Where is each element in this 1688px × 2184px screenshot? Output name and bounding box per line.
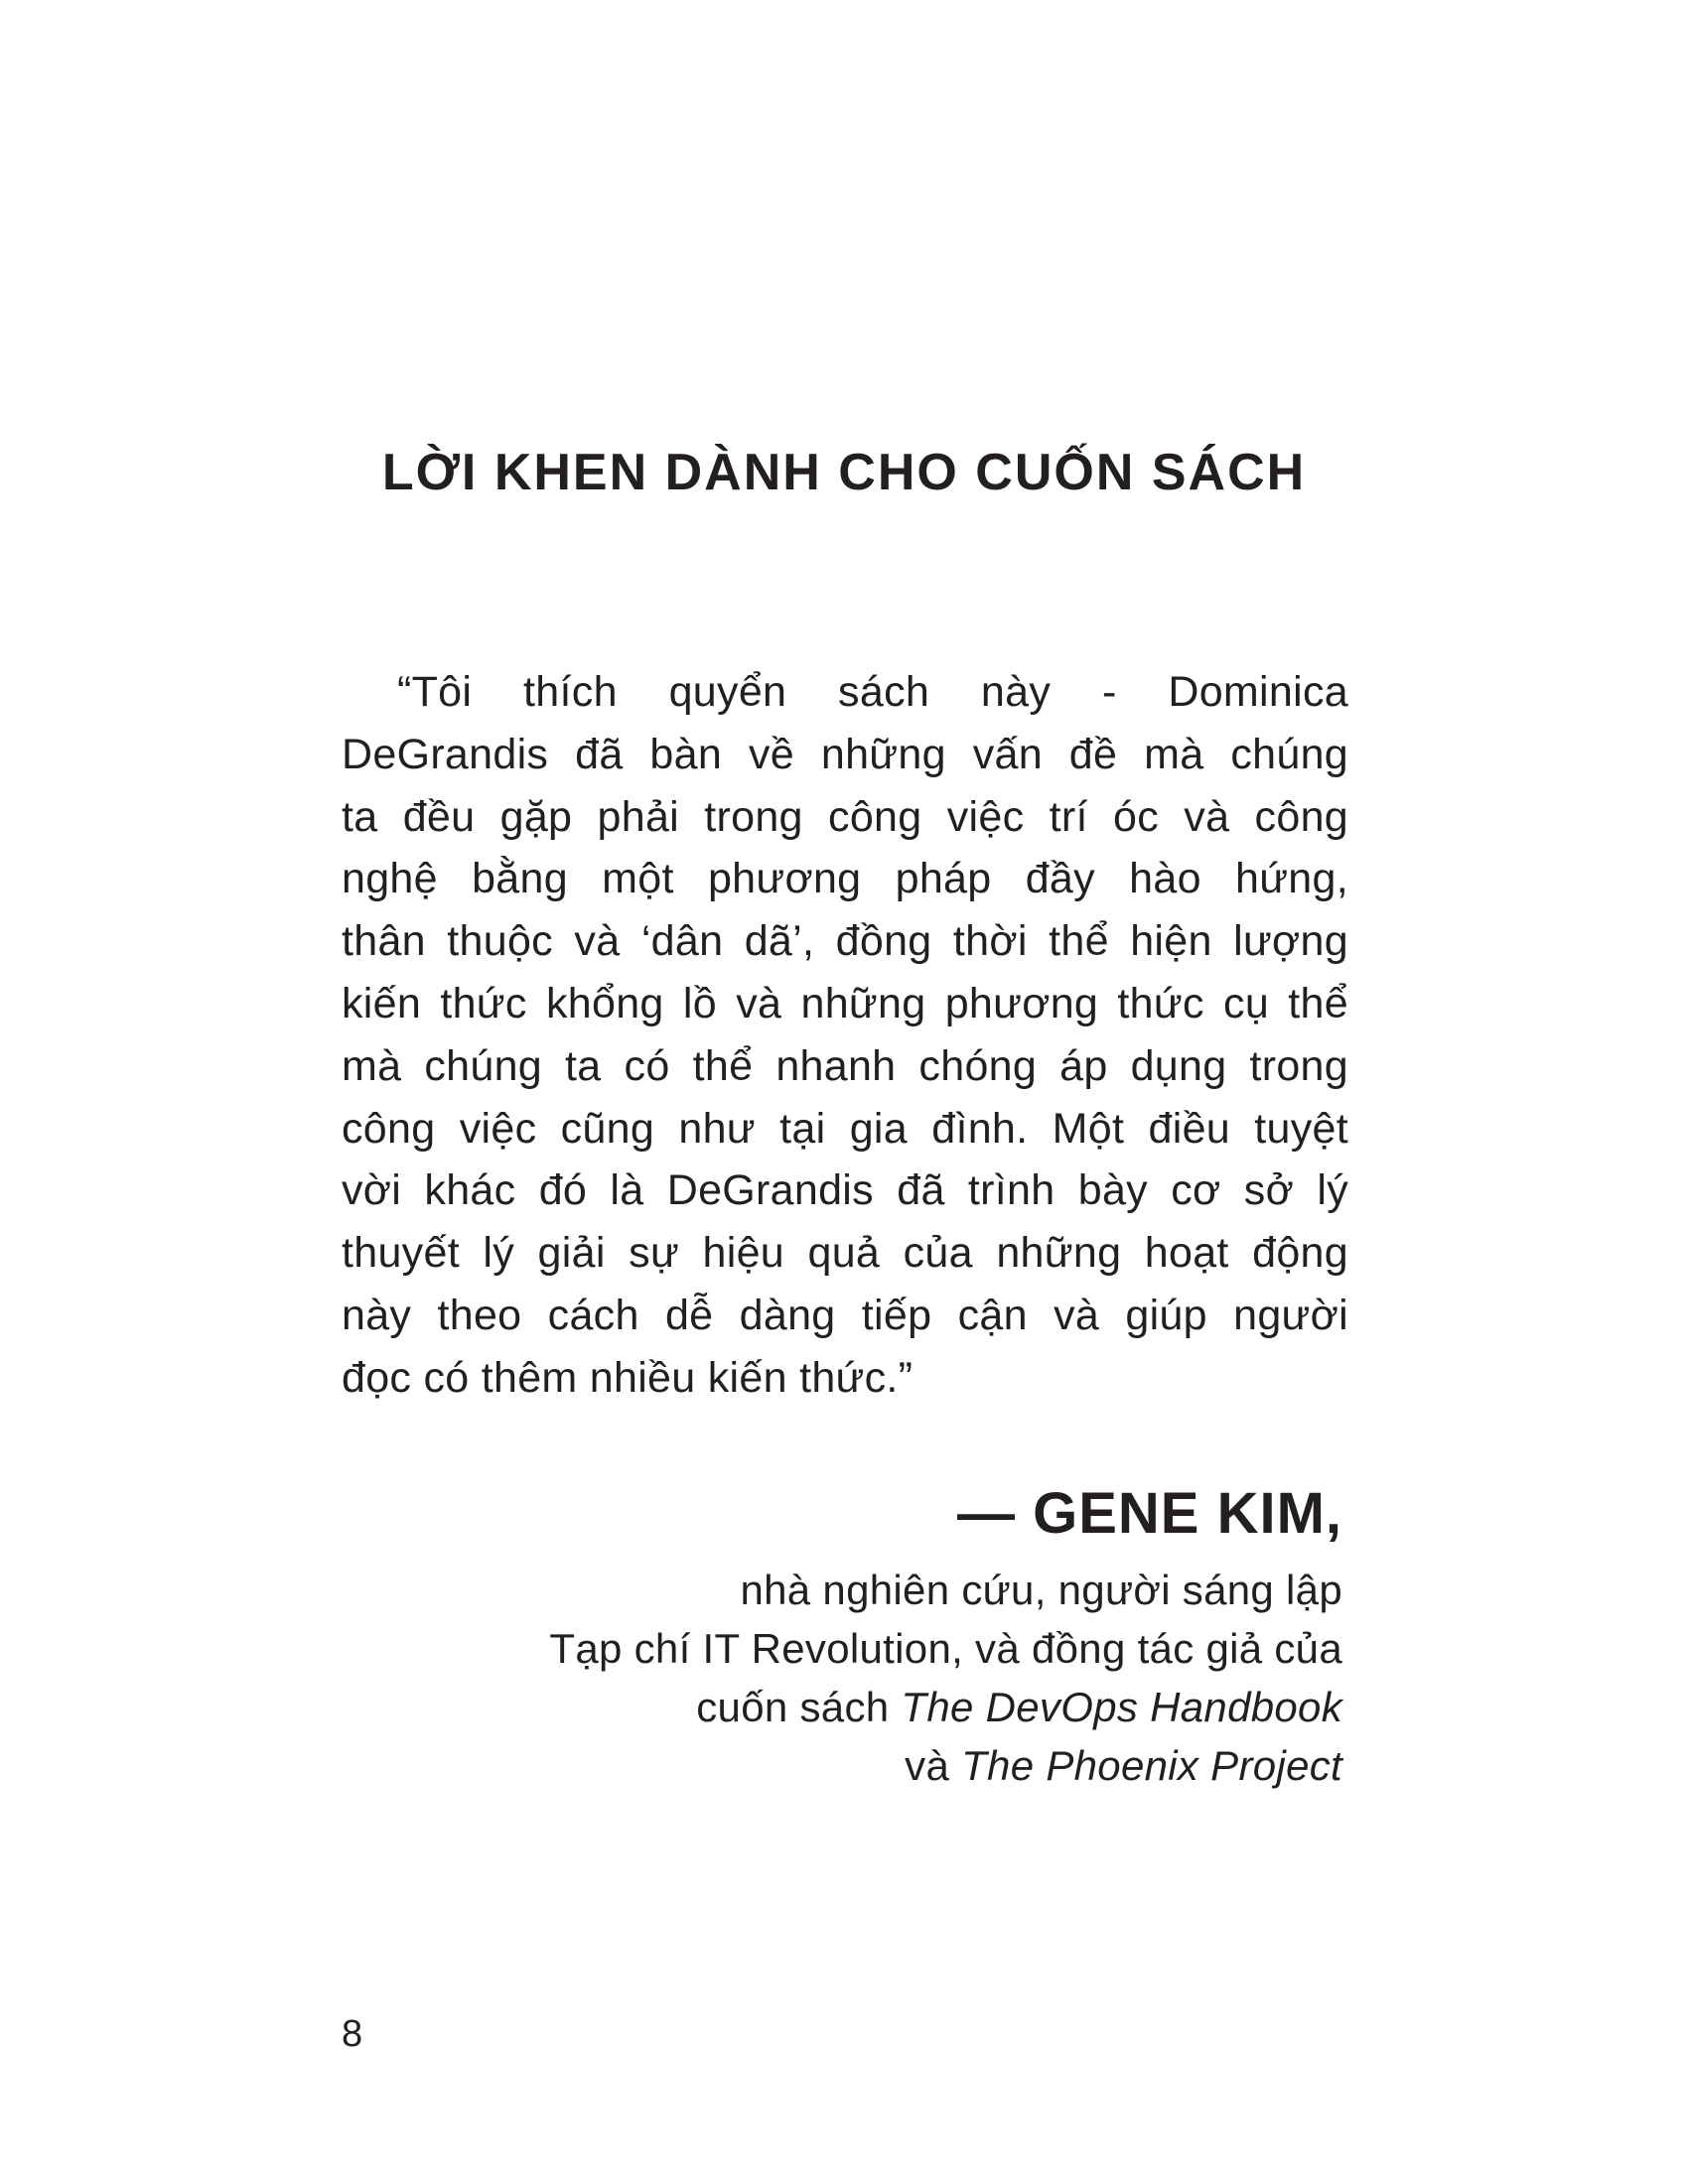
quote-line: nghệ bằng một phương pháp đầy hào hứng, [342,855,1348,903]
attribution-author: — GENE KIM, [956,1481,1342,1546]
quote-line: DeGrandis đã bàn về những vấn đề mà chúng [342,730,1348,778]
attribution-book-2-title: The Phoenix Project [961,1742,1342,1789]
quote-line: công việc cũng như tại gia đình. Một điều tuyệt [342,1104,1348,1153]
praise-quote [342,661,1348,1410]
quote-line: thân thuộc và ‘dân dã’, đồng thời thể hiện lượng [342,917,1348,966]
attribution-book-1-prefix: cuốn sách [696,1684,902,1730]
attribution-affiliation: Tạp chí IT Revolution, và đồng tác giả của [549,1625,1342,1672]
quote-line: vời khác đó là DeGrandis đã trình bày cơ sở lý [342,1166,1348,1215]
attribution-book-2 [549,1736,1342,1795]
attribution-role: nhà nghiên cứu, người sáng lập [740,1567,1342,1613]
quote-line: này theo cách dễ dàng tiếp cận và giúp người [342,1291,1348,1339]
attribution-book-1-title: The DevOps Handbook [901,1684,1342,1730]
quote-line: “Tôi thích quyển sách này - Dominica [397,668,1348,716]
attribution-book-2-prefix: và [905,1742,962,1789]
attribution-block [549,1481,1342,1795]
quote-line: ta đều gặp phải trong công việc trí óc và công [342,792,1348,841]
quote-line: đọc có thêm nhiều kiến thức.” [342,1353,914,1402]
quote-line: kiến thức khổng lồ và những phương thức cụ thể [342,979,1348,1027]
page-title: LỜI KHEN DÀNH CHO CUỐN SÁCH [381,444,1307,501]
page-number: 8 [342,2013,363,2055]
attribution-book-1 [549,1678,1342,1736]
quote-line: mà chúng ta có thể nhanh chóng áp dụng trong [342,1041,1348,1090]
quote-line: thuyết lý giải sự hiệu quả của những hoạt động [342,1229,1348,1278]
